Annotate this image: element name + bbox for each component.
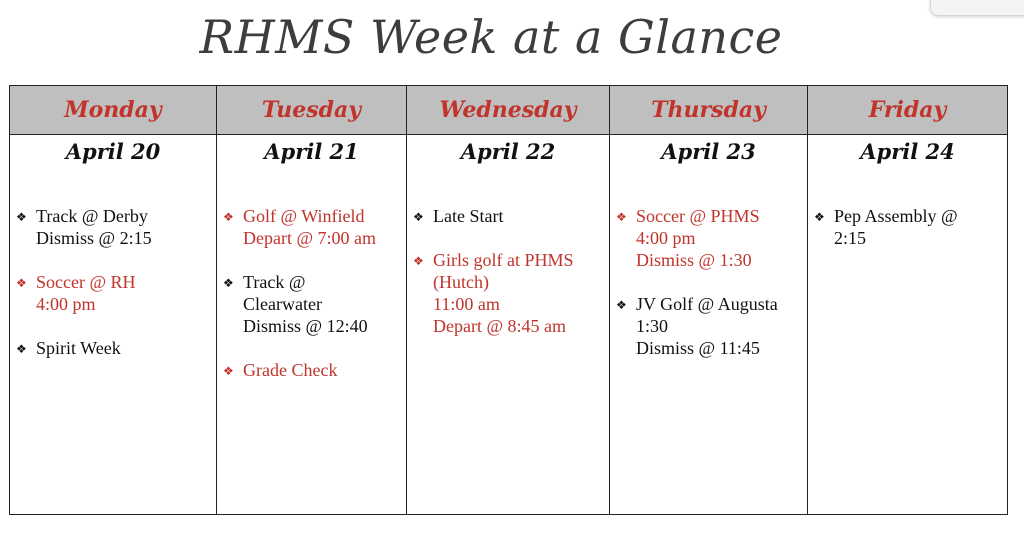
- diamond-bullet-icon: ❖: [223, 210, 234, 224]
- diamond-bullet-icon: ❖: [413, 254, 424, 268]
- event-list: [610, 205, 807, 359]
- event-text-line: Track @: [243, 272, 306, 292]
- day-cell-monday: [10, 135, 217, 515]
- event-text-line: 11:00 am: [433, 294, 500, 314]
- event-item: [223, 271, 406, 337]
- day-header-wednesday: Wednesday: [407, 86, 610, 135]
- event-text-line: Dismiss @ 1:30: [636, 250, 752, 270]
- diamond-bullet-icon: ❖: [223, 364, 234, 378]
- event-text-line: (Hutch): [433, 272, 489, 292]
- event-list: [217, 205, 406, 381]
- day-cell-tuesday: [217, 135, 407, 515]
- day-date: April 21: [264, 139, 359, 164]
- diamond-bullet-icon: ❖: [16, 210, 27, 224]
- day-header-thursday: Thursday: [610, 86, 808, 135]
- day-date: April 20: [65, 139, 161, 164]
- event-text-line: Clearwater: [243, 294, 322, 314]
- event-item: [616, 205, 807, 271]
- event-text-line: Late Start: [433, 206, 504, 226]
- day-header-row: [10, 86, 1008, 135]
- day-header-monday: Monday: [10, 86, 217, 135]
- event-text-line: Dismiss @ 11:45: [636, 338, 760, 358]
- event-text-line: Depart @ 7:00 am: [243, 228, 377, 248]
- event-text-line: 1:30: [636, 316, 669, 336]
- day-cell-wednesday: [407, 135, 610, 515]
- page-title: RHMS Week at a Glance: [199, 10, 783, 64]
- event-text-line: Track @ Derby: [36, 206, 148, 226]
- event-text-line: Golf @ Winfield: [243, 206, 365, 226]
- event-text-line: Soccer @ RH: [36, 272, 136, 292]
- event-item: [16, 205, 216, 249]
- week-calendar-table: [9, 85, 1008, 515]
- event-text-line: Dismiss @ 2:15: [36, 228, 152, 248]
- day-header-friday: Friday: [808, 86, 1008, 135]
- event-item: [814, 205, 1007, 249]
- diamond-bullet-icon: ❖: [223, 276, 234, 290]
- day-date: April 23: [661, 139, 756, 164]
- event-text-line: 4:00 pm: [636, 228, 696, 248]
- event-item: [413, 249, 609, 337]
- event-item: [223, 205, 406, 249]
- event-text-line: Girls golf at PHMS: [433, 250, 574, 270]
- diamond-bullet-icon: ❖: [16, 276, 27, 290]
- event-list: [407, 205, 609, 337]
- day-header-tuesday: Tuesday: [217, 86, 407, 135]
- event-item: [16, 337, 216, 359]
- event-text-line: 4:00 pm: [36, 294, 96, 314]
- event-text-line: Soccer @ PHMS: [636, 206, 760, 226]
- diamond-bullet-icon: ❖: [16, 342, 27, 356]
- event-item: [413, 205, 609, 227]
- day-date: April 24: [860, 139, 955, 164]
- day-content-row: [10, 135, 1008, 515]
- event-text-line: Pep Assembly @: [834, 206, 958, 226]
- day-date: April 22: [460, 139, 556, 164]
- event-item: [616, 293, 807, 359]
- event-text-line: Depart @ 8:45 am: [433, 316, 567, 336]
- event-item: [16, 271, 216, 315]
- diamond-bullet-icon: ❖: [616, 298, 627, 312]
- event-text-line: Grade Check: [243, 360, 338, 380]
- event-list: [808, 205, 1007, 249]
- event-item: [223, 359, 406, 381]
- diamond-bullet-icon: ❖: [814, 210, 825, 224]
- day-cell-thursday: [610, 135, 808, 515]
- diamond-bullet-icon: ❖: [413, 210, 424, 224]
- event-text-line: Spirit Week: [36, 338, 121, 358]
- event-text-line: 2:15: [834, 228, 867, 248]
- event-text-line: Dismiss @ 12:40: [243, 316, 368, 336]
- diamond-bullet-icon: ❖: [616, 210, 627, 224]
- event-list: [10, 205, 216, 359]
- day-cell-friday: [808, 135, 1008, 515]
- event-text-line: JV Golf @ Augusta: [636, 294, 778, 314]
